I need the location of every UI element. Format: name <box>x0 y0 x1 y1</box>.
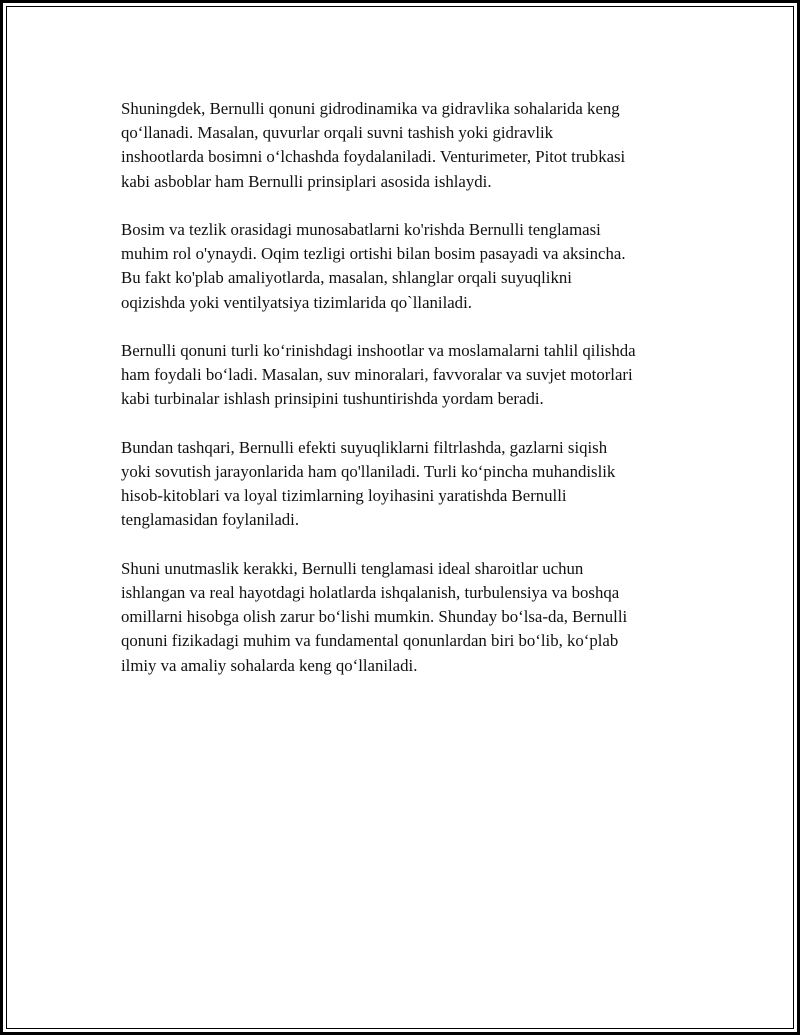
paragraph-3: Bernulli qonuni turli ko‘rinishdagi inshootlar va moslamalarni tahlil qilishda ham foydali bo‘ladi. Masalan, suv minoralari, favvoralar va suvjet motorlari kabi turbinalar ishlash prinsipini tushuntirishda yordam beradi. <box>121 341 636 409</box>
paragraph-2: Bosim va tezlik orasidagi munosabatlarni ko'rishda Bernulli tenglamasi muhim rol o'ynaydi. Oqim tezligi ortishi bilan bosim pasayadi va aksincha. Bu fakt ko'plab amaliyotlarda, masalan, shlanglar orqali suyuqlikni oqizishda yoki ventilyatsiya tizimlarida qo`llaniladi. <box>121 220 626 312</box>
paragraph-5: Shuni unutmaslik kerakki, Bernulli tenglamasi ideal sharoitlar uchun ishlangan va real hayotdagi holatlarda ishqalanish, turbulensiya va boshqa omillarni hisobga olish zarur bo‘lishi mumkin. Shunday bo‘lsa-da, Bernulli qonuni fizikadagi muhim va fundamental qonunlardan biri bo‘lib, ko‘plab ilmiy va amaliy sohalarda keng qo‘llaniladi. <box>121 558 628 675</box>
paragraph-4: Bundan tashqari, Bernulli efekti suyuqliklarni filtrlashda, gazlarni siqish yoki sovutish jarayonlarida ham qo'llaniladi. Turli ko‘pincha muhandislik hisob-kitoblari va loyal tizimlarning loyihasini yaratishda Bernulli tenglamasidan foylaniladi. <box>121 437 616 530</box>
document-body <box>121 97 701 702</box>
paragraph-1: Shuningdek, Bernulli qonuni gidrodinamika va gidravlika sohalarida keng qo‘llanadi. Masalan, quvurlar orqali suvni tashish yoki gidravlik inshootlarda bosimni o‘lchashda foydalaniladi. Venturimeter, Pitot trubkasi kabi asboblar ham Bernulli prinsiplari asosida ishlaydi. <box>121 99 626 191</box>
